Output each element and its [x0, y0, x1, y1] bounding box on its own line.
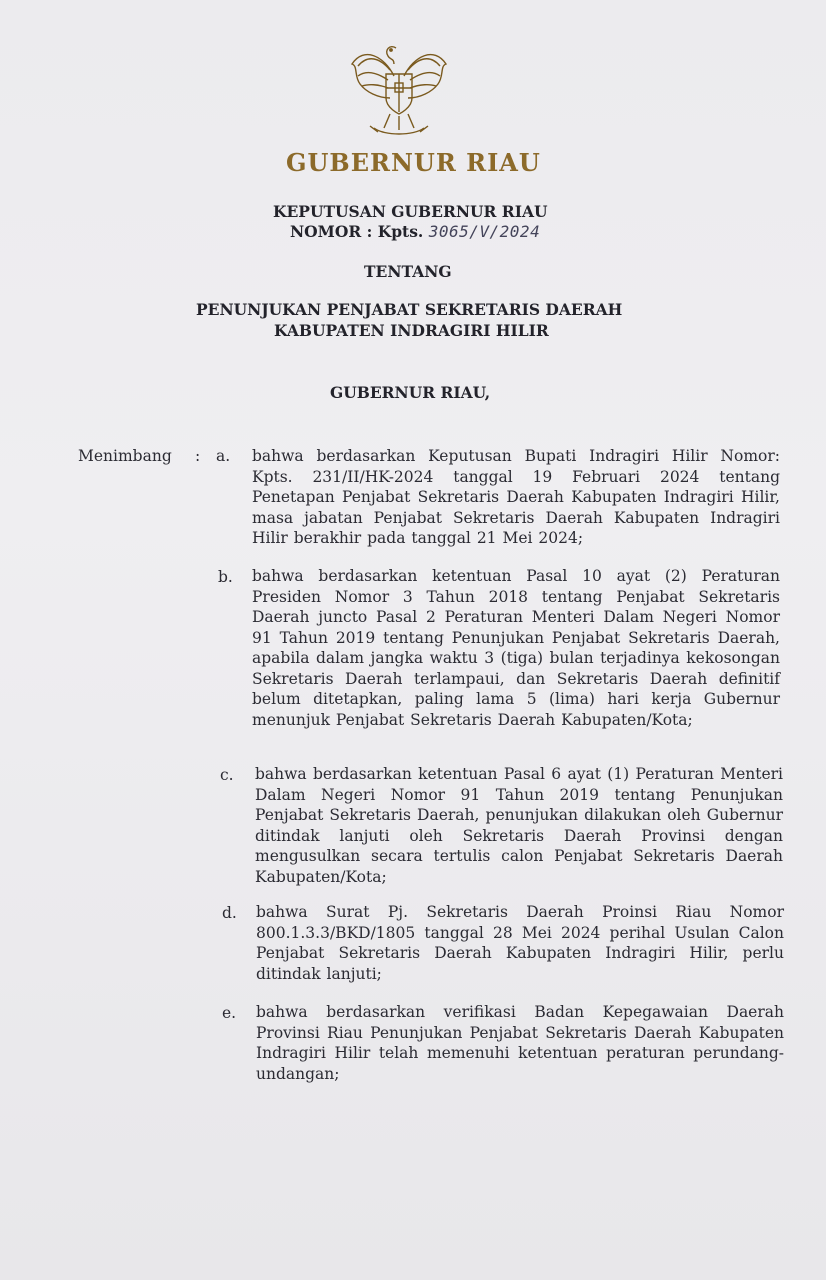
item-text: bahwa Surat Pj. Sekretaris Daerah Proinsi Riau Nomor 800.1.3.3/BKD/1805 tanggal 28 Mei 2024 perihal Usulan Calon Penjabat Sekretaris Daerah Kabupaten Indragiri Hilir, perlu ditindak lanjuti;	[256, 903, 784, 983]
about-heading: TENTANG	[364, 262, 452, 281]
item-text: bahwa berdasarkan verifikasi Badan Kepegawaian Daerah Provinsi Riau Penunjukan Penjabat Sekretaris Daerah Kabupaten Indragiri Hilir telah memenuhi ketentuan peraturan perundang-undangan;	[256, 1003, 784, 1083]
subject-line-1: PENUNJUKAN PENJABAT SEKRETARIS DAERAH	[196, 300, 623, 319]
governor-title: GUBERNUR RIAU	[286, 148, 541, 177]
item-text: bahwa berdasarkan ketentuan Pasal 10 ayat (2) Peraturan Presiden Nomor 3 Tahun 2018 tentang Penjabat Sekretaris Daerah juncto Pasal 2 Peraturan Menteri Dalam Negeri Nomor 91 Tahun 2019 tentang Penunjukan Penjabat Sekretaris Daerah, apabila dalam jangka waktu 3 (tiga) bulan terjadinya kekosongan Sekretaris Daerah terlampaui, dan Sekretaris Daerah definitif belum ditetapkan, paling lama 5 (lima) hari kerja Gubernur menunjuk Penjabat Sekretaris Daerah Kabupaten/Kota;	[252, 567, 780, 729]
item-letter: d.	[222, 904, 237, 922]
item-letter: a.	[216, 447, 231, 465]
item-text: bahwa berdasarkan ketentuan Pasal 6 ayat (1) Peraturan Menteri Dalam Negeri Nomor 91 Tahun 2019 tentang Penunjukan Penjabat Sekretaris Daerah, penunjukan dilakukan oleh Gubernur ditindak lanjuti oleh Sekretaris Daerah Provinsi dengan mengusulkan secara tertulis calon Penjabat Sekretaris Daerah Kabupaten/Kota;	[255, 765, 783, 886]
considering-colon: :	[195, 447, 201, 465]
decree-number	[290, 222, 540, 241]
item-letter: b.	[218, 568, 233, 586]
item-letter: c.	[220, 766, 234, 784]
decree-number-value: 3065/V/2024	[428, 222, 541, 241]
decree-title: KEPUTUSAN GUBERNUR RIAU	[273, 202, 548, 221]
garuda-emblem-icon	[344, 36, 454, 142]
item-letter: e.	[222, 1004, 237, 1022]
item-text: bahwa berdasarkan Keputusan Bupati Indragiri Hilir Nomor: Kpts. 231/II/HK-2024 tanggal 19 Februari 2024 tentang Penetapan Penjabat Sekretaris Daerah Kabupaten Indragiri Hilir, masa jabatan Penjabat Sekretaris Daerah Kabupaten Indragiri Hilir berakhir pada tanggal 21 Mei 2024;	[252, 447, 780, 547]
decree-number-label: NOMOR : Kpts.	[290, 222, 424, 241]
issuer-heading: GUBERNUR RIAU,	[330, 383, 491, 402]
considering-label: Menimbang	[78, 447, 172, 465]
subject-line-2: KABUPATEN INDRAGIRI HILIR	[274, 321, 549, 340]
